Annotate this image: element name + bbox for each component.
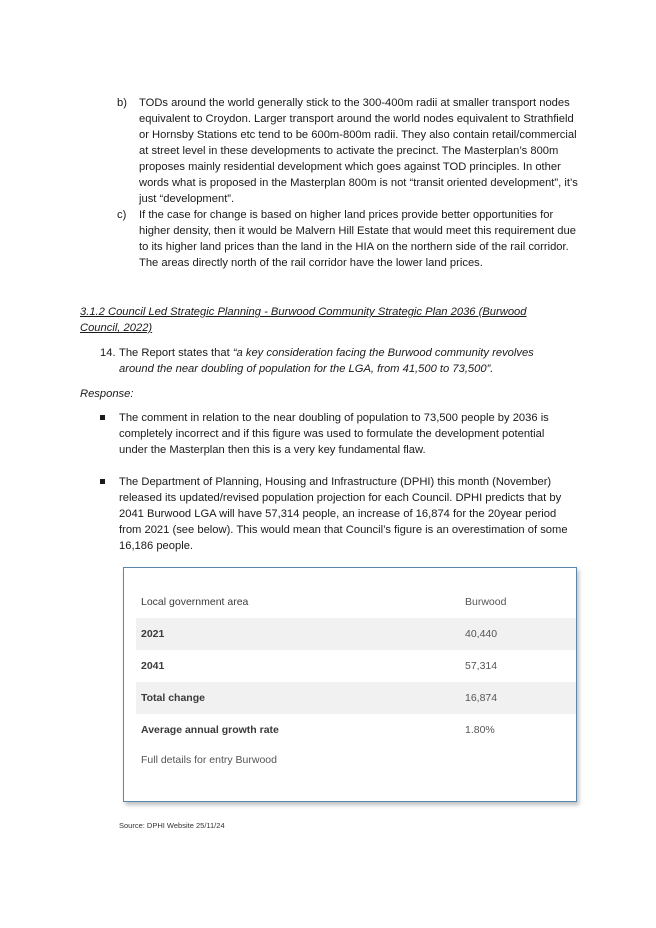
row-value: 1.80% bbox=[465, 724, 495, 736]
table-header-row bbox=[136, 586, 576, 618]
numbered-item-lead: The Report states that bbox=[119, 347, 233, 359]
row-label: 2041 bbox=[141, 660, 165, 672]
list-item-b bbox=[117, 95, 580, 207]
table-row bbox=[136, 714, 576, 746]
list-item-c bbox=[117, 207, 580, 271]
population-table bbox=[136, 586, 576, 746]
list-text-c: If the case for change is based on higher land prices provide better opportunities for higher density, then it would be Malvern Hill Estate that would meet this requirement due to its higher land prices than the land in the HIA on the northern side of the rail corridor. The areas directly north of the rail corridor have the lower land prices. bbox=[139, 209, 576, 269]
row-label: Total change bbox=[141, 692, 205, 704]
table-header-label: Local government area bbox=[141, 596, 249, 608]
bullet-text: The comment in relation to the near doubling of population to 73,500 people by 2036 is completely incorrect and if this figure was used to formulate the development potential under the Masterplan then this is a very key fundamental flaw. bbox=[119, 412, 549, 456]
embedded-screenshot bbox=[123, 567, 577, 802]
row-label: Average annual growth rate bbox=[141, 724, 279, 736]
table-header-value: Burwood bbox=[465, 596, 507, 608]
report-quote: “a key consideration facing the Burwood community revolves around the near doubling of population for the LGA, from 41,500 to 73,500”. bbox=[119, 347, 534, 375]
row-value: 57,314 bbox=[465, 660, 498, 672]
square-bullet-icon bbox=[100, 479, 105, 484]
response-label: Response: bbox=[80, 388, 134, 400]
row-label: 2021 bbox=[141, 628, 165, 640]
row-value: 40,440 bbox=[465, 628, 498, 640]
list-marker-b: b) bbox=[117, 97, 127, 109]
item-number: 14. bbox=[100, 347, 116, 359]
numbered-item-text bbox=[100, 345, 570, 377]
square-bullet-icon bbox=[100, 415, 105, 420]
table-row bbox=[136, 618, 576, 650]
list-text-b: TODs around the world generally stick to the 300-400m radii at smaller transport nodes equivalent to Croydon. Larger transport around the world nodes equivalent to Strathfield or Hornsby Stations etc tend to be 600m-800m radii. They also contain retail/commercial at street level in these developments to activate the precinct. The Masterplan’s 800m proposes mainly residential development which goes against TOD principles. In other words what is proposed in the Masterplan 800m is not “transit oriented development”, it’s just “development”. bbox=[139, 97, 578, 205]
bullet-item bbox=[100, 474, 575, 554]
numbered-item-14 bbox=[100, 345, 570, 377]
row-value: 16,874 bbox=[465, 692, 498, 704]
source-caption: Source: DPHI Website 25/11/24 bbox=[119, 821, 225, 830]
list-marker-c: c) bbox=[117, 209, 127, 221]
bullet-text: The Department of Planning, Housing and Infrastructure (DPHI) this month (November) released its updated/revised population projection for each Council. DPHI predicts that by 2041 Burwood LGA will have 57,314 people, an increase of 16,874 for the 20year period from 2021 (see below). This would mean that Council’s figure is an overestimation of some 16,186 people. bbox=[119, 476, 568, 552]
table-row bbox=[136, 682, 576, 714]
table-row bbox=[136, 650, 576, 682]
section-heading: 3.1.2 Council Led Strategic Planning - Burwood Community Strategic Plan 2036 (Burwood Council, 2022) bbox=[80, 306, 527, 334]
full-details-link[interactable]: Full details for entry Burwood bbox=[141, 754, 277, 766]
bullet-item bbox=[100, 410, 575, 458]
